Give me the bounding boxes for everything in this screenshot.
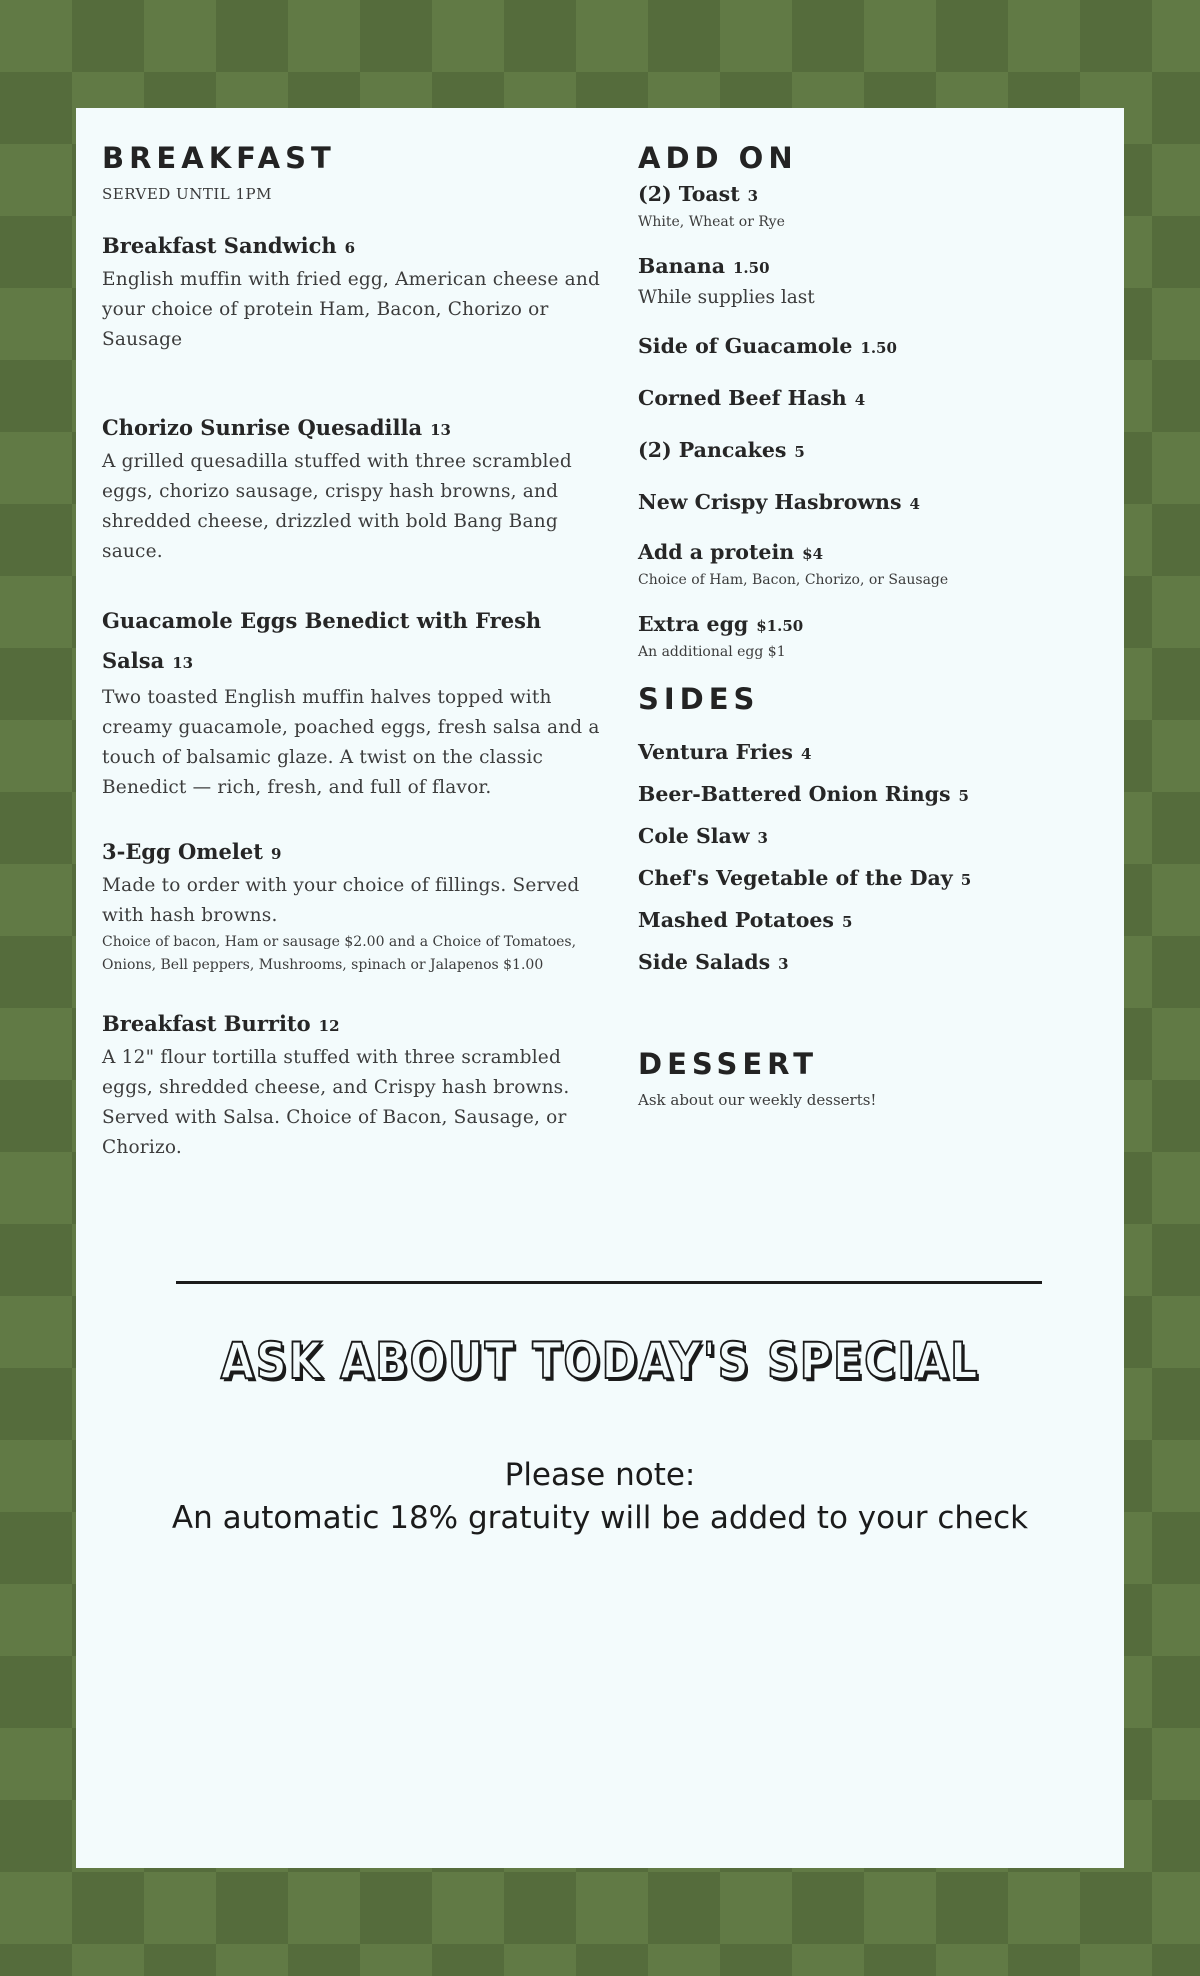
dessert-title: DESSERT (638, 1047, 818, 1081)
addon-title: ADD ON (638, 141, 798, 175)
item-description: Made to order with your choice of fillings. Served with hash browns. (102, 875, 580, 926)
addon-item (638, 251, 1098, 313)
item-name: Chorizo Sunrise Quesadilla (102, 415, 423, 440)
item-name: New Crispy Hasbrowns (638, 490, 902, 514)
addon-item (638, 537, 1098, 591)
item-name: Breakfast Sandwich (102, 233, 337, 258)
item-note: Choice of bacon, Ham or sausage $2.00 and a Choice of Tomatoes, Onions, Bell peppers, Mushrooms, spinach or Jalapenos $1.00 (102, 934, 577, 973)
served-until: SERVED UNTIL 1PM (102, 185, 272, 203)
menu-item (102, 229, 602, 355)
item-note: Choice of Ham, Bacon, Chorizo, or Sausage (638, 572, 949, 588)
menu-item (102, 835, 602, 977)
item-description: Two toasted English muffin halves topped with creamy guacamole, poached eggs, fresh salsa and a touch of balsamic glaze. A twist on the classic Benedict — rich, fresh, and full of flavor. (102, 687, 600, 798)
menu-item (102, 1007, 602, 1163)
addon-item (638, 179, 1098, 233)
side-item: Beer-Battered Onion Rings 5 (638, 782, 969, 806)
item-description: English muffin with fried egg, American cheese and your choice of protein Ham, Bacon, Chorizo or Sausage (102, 269, 600, 350)
item-name: 3-Egg Omelet (102, 839, 263, 864)
item-price: $4 (802, 545, 824, 563)
item-price: 1.50 (860, 339, 897, 357)
side-item: Chef's Vegetable of the Day 5 (638, 866, 972, 890)
note-text: An automatic 18% gratuity will be added to your check (171, 1500, 1029, 1536)
item-description: While supplies last (638, 287, 815, 308)
side-item: Ventura Fries 4 (638, 740, 812, 764)
item-name: Add a protein (638, 540, 795, 564)
item-price: 13 (172, 654, 194, 672)
addon-item (638, 487, 1098, 519)
item-name: Corned Beef Hash (638, 386, 847, 410)
item-name: Banana (638, 254, 725, 278)
addon-item (638, 435, 1098, 467)
item-description: A grilled quesadilla stuffed with three scrambled eggs, chorizo sausage, crispy hash browns, and shredded cheese, drizzled with bold Bang Bang sauce. (102, 451, 572, 562)
addon-item (638, 331, 1098, 363)
gratuity-note (76, 1454, 1124, 1540)
item-name: Breakfast Burrito (102, 1011, 311, 1036)
special-banner: ASK ABOUT TODAY'S SPECIAL (220, 1332, 980, 1390)
breakfast-section (102, 141, 602, 1163)
item-price: $1.50 (756, 617, 804, 635)
item-price: 12 (318, 1017, 340, 1035)
side-item: Cole Slaw 3 (638, 824, 768, 848)
item-description: A 12" flour tortilla stuffed with three scrambled eggs, shredded cheese, and Crispy hash browns. Served with Salsa. Choice of Bacon, Sausage, or Chorizo. (102, 1047, 570, 1158)
dessert-note: Ask about our weekly desserts! (638, 1091, 877, 1109)
addon-item (638, 383, 1098, 415)
addon-item (638, 609, 1098, 663)
side-item: Side Salads 3 (638, 950, 789, 974)
menu-item (102, 411, 602, 567)
sides-title: SIDES (638, 682, 760, 716)
item-note: An additional egg $1 (638, 644, 786, 660)
item-price: 13 (430, 421, 451, 439)
menu-item (102, 601, 602, 803)
item-price: 6 (344, 239, 356, 257)
item-price: 3 (747, 187, 759, 205)
item-price: 4 (909, 495, 920, 513)
menu-card (76, 108, 1124, 1868)
item-name: Extra egg (638, 612, 749, 636)
sides-list (638, 732, 1098, 984)
item-name: Side of Guacamole (638, 334, 853, 358)
right-column (638, 141, 1098, 1109)
breakfast-title: BREAKFAST (102, 141, 336, 175)
item-name: (2) Pancakes (638, 438, 787, 462)
item-name: (2) Toast (638, 182, 740, 206)
item-name: Guacamole Eggs Benedict with Fresh Salsa (102, 608, 542, 673)
item-note: White, Wheat or Rye (638, 214, 785, 230)
item-price: 4 (854, 391, 866, 409)
divider-line (176, 1281, 1042, 1284)
item-price: 5 (794, 443, 805, 461)
side-item: Mashed Potatoes 5 (638, 908, 853, 932)
item-price: 9 (270, 845, 282, 863)
item-price: 1.50 (733, 259, 770, 277)
note-heading: Please note: (504, 1457, 696, 1493)
